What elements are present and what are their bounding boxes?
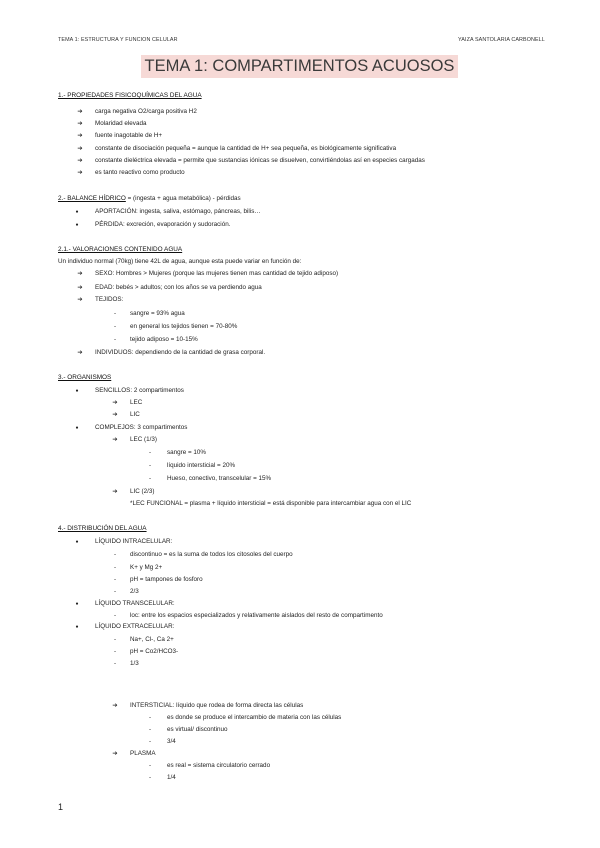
dash-bullet-icon: - — [113, 612, 117, 619]
list-item: LEC (1/3) — [130, 436, 157, 443]
section-2-1-heading: 2.1.- VALORACIONES CONTENIDO AGUA — [58, 246, 183, 253]
dash-bullet-icon: - — [113, 310, 117, 317]
dash-bullet-icon: - — [113, 336, 117, 343]
section-4-heading: 4.- DISTRIBUCIÓN DEL AGUA — [58, 525, 147, 532]
list-item: Na+, Cl-, Ca 2+ — [130, 636, 174, 643]
list-item: Molaridad elevada — [95, 120, 147, 127]
dot-bullet-icon: ● — [75, 388, 79, 394]
dash-bullet-icon: - — [113, 323, 117, 330]
dash-bullet-icon: - — [148, 475, 152, 482]
list-item: PLASMA — [130, 750, 156, 757]
dash-bullet-icon: - — [148, 738, 152, 745]
dash-bullet-icon: - — [113, 564, 117, 571]
list-item: es donde se produce el intercambio de materia con las células — [167, 714, 342, 721]
arrow-bullet-icon: ➔ — [112, 750, 118, 757]
list-item: LIC — [130, 411, 140, 418]
list-item: loc: entre los espacios especializados y relativamente aislados del resto de compartimento — [130, 612, 383, 619]
lec-funcional-note: *LEC FUNCIONAL = plasma + líquido intersticial = está disponible para intercambiar agua con el LIC — [130, 500, 412, 507]
dash-bullet-icon: - — [113, 636, 117, 643]
list-item: LÍQUIDO INTRACELULAR: — [95, 538, 173, 545]
water-balance-formula: = (ingesta + agua metabólica) - pérdidas — [125, 195, 241, 202]
list-item: constante de disociación pequeña = aunque la cantidad de H+ sea pequeña, es biológicamente significativa — [95, 145, 397, 152]
list-item: es virtual/ discontinuo — [167, 726, 228, 733]
list-item: 2/3 — [130, 588, 139, 595]
arrow-bullet-icon: ➔ — [112, 399, 118, 406]
dash-bullet-icon: - — [113, 588, 117, 595]
list-item: COMPLEJOS: 3 compartimentos — [95, 424, 188, 431]
list-item: sangre = 93% agua — [130, 310, 185, 317]
dot-bullet-icon: ● — [75, 222, 79, 228]
dot-bullet-icon: ● — [75, 425, 79, 431]
dash-bullet-icon: - — [148, 449, 152, 456]
section-2-heading: 2.- BALANCE HÍDRICO — [58, 195, 126, 202]
list-item: APORTACIÓN: ingesta, saliva, estómago, páncreas, bilis… — [95, 208, 261, 215]
arrow-bullet-icon: ➔ — [77, 108, 83, 115]
list-item: INTERSTICIAL: líquido que rodea de forma directa las células — [130, 702, 304, 709]
dot-bullet-icon: ● — [75, 601, 79, 607]
section-2-line — [58, 195, 241, 203]
arrow-bullet-icon: ➔ — [77, 296, 83, 303]
dash-bullet-icon: - — [148, 762, 152, 769]
list-item: TEJIDOS: — [95, 296, 124, 303]
list-item: LÍQUIDO EXTRACELULAR: — [95, 623, 175, 630]
arrow-bullet-icon: ➔ — [112, 436, 118, 443]
list-item: INDIVIDUOS: dependiendo de la cantidad de grasa corporal. — [95, 349, 266, 356]
dash-bullet-icon: - — [113, 576, 117, 583]
list-item: sangre = 10% — [167, 449, 207, 456]
section-3-heading: 3.- ORGANISMOS — [58, 374, 112, 381]
list-item: pH = tampones de fosforo — [130, 576, 203, 583]
list-item: SEXO: Hombres > Mujeres (porque las mujeres tienen mas cantidad de tejido adiposo) — [95, 270, 339, 277]
arrow-bullet-icon: ➔ — [77, 145, 83, 152]
section-2-1-intro: Un individuo normal (70kg) tiene 42L de agua, aunque esta puede variar en función de: — [58, 258, 302, 265]
dash-bullet-icon: - — [113, 551, 117, 558]
dash-bullet-icon: - — [148, 714, 152, 721]
list-item: es tanto reactivo como producto — [95, 169, 185, 176]
arrow-bullet-icon: ➔ — [77, 284, 83, 291]
list-item: LEC — [130, 399, 143, 406]
list-item: pH = Co2/HCO3- — [130, 648, 179, 655]
dash-bullet-icon: - — [148, 462, 152, 469]
list-item: líquido intersticial = 20% — [167, 462, 236, 469]
list-item: tejido adiposo = 10-15% — [130, 336, 198, 343]
arrow-bullet-icon: ➔ — [112, 411, 118, 418]
list-item: en general los tejidos tienen = 70-80% — [130, 323, 238, 330]
arrow-bullet-icon: ➔ — [77, 120, 83, 127]
arrow-bullet-icon: ➔ — [77, 349, 83, 356]
list-item: carga negativa O2/carga positiva H2 — [95, 108, 197, 115]
list-item: K+ y Mg 2+ — [130, 564, 163, 571]
list-item: es real = sistema circulatorio cerrado — [167, 762, 271, 769]
arrow-bullet-icon: ➔ — [77, 157, 83, 164]
list-item: SENCILLOS: 2 compartimentos — [95, 387, 184, 394]
list-item: fuente inagotable de H+ — [95, 132, 163, 139]
list-item: Hueso, conectivo, transcelular = 15% — [167, 475, 272, 482]
header-left: TEMA 1: ESTRUCTURA Y FUNCION CELULAR — [58, 37, 178, 43]
list-item: LÍQUIDO TRANSCELULAR: — [95, 600, 175, 607]
list-item: constante dieléctrica elevada = permite que sustancias iónicas se disuelven, convirtiéndolas así en especies cargadas — [95, 157, 425, 164]
dot-bullet-icon: ● — [75, 624, 79, 630]
arrow-bullet-icon: ➔ — [77, 270, 83, 277]
dash-bullet-icon: - — [113, 660, 117, 667]
dash-bullet-icon: - — [148, 726, 152, 733]
arrow-bullet-icon: ➔ — [112, 702, 118, 709]
list-item: discontinuo = es la suma de todos los citosoles del cuerpo — [130, 551, 293, 558]
arrow-bullet-icon: ➔ — [77, 132, 83, 139]
arrow-bullet-icon: ➔ — [112, 488, 118, 495]
section-1-heading: 1.- PROPIEDADES FISICOQUÍMICAS DEL AGUA — [58, 92, 202, 99]
list-item: LIC (2/3) — [130, 488, 155, 495]
list-item: 1/4 — [167, 774, 176, 781]
dot-bullet-icon: ● — [75, 539, 79, 545]
dot-bullet-icon: ● — [75, 209, 79, 215]
list-item: EDAD: bebés > adultos; con los años se va perdiendo agua — [95, 284, 262, 291]
header-right: YAIZA SANTOLARIA CARBONELL — [458, 37, 545, 43]
arrow-bullet-icon: ➔ — [77, 169, 83, 176]
list-item: 1/3 — [130, 660, 139, 667]
list-item: 3/4 — [167, 738, 176, 745]
list-item: PÉRDIDA: excreción, evaporación y sudoración. — [95, 221, 231, 228]
page-title: TEMA 1: COMPARTIMENTOS ACUOSOS — [144, 57, 455, 75]
page-number: 1 — [58, 802, 64, 812]
dash-bullet-icon: - — [148, 774, 152, 781]
dash-bullet-icon: - — [113, 648, 117, 655]
